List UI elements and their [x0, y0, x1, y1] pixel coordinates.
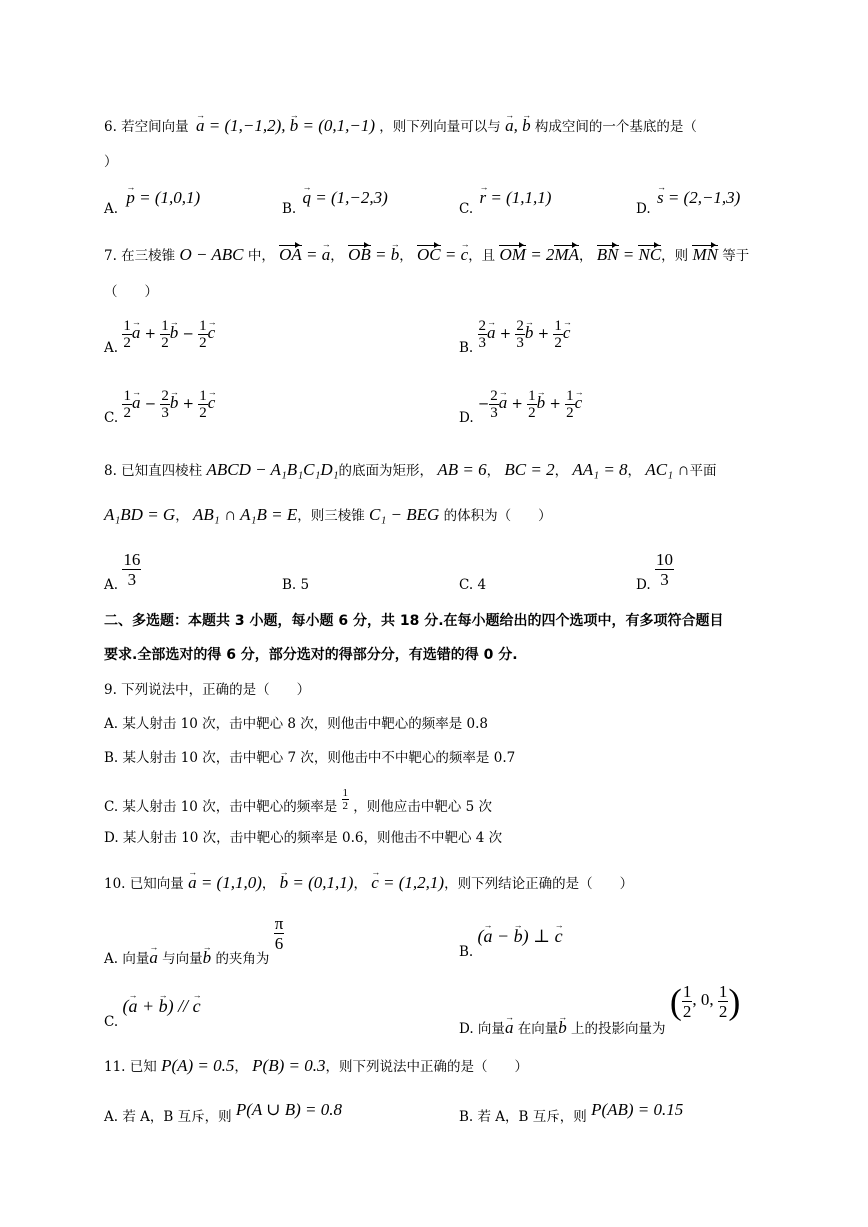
- q6-vectors: → a = (1,−1,2), → b = (0,1,−1): [196, 116, 375, 135]
- q10-d-den1: 2: [682, 1002, 692, 1021]
- q11-pb: P(B) = 0.3: [252, 1056, 326, 1075]
- q8-ab: AB = 6: [437, 460, 487, 479]
- q6-close-paren: ）: [104, 154, 118, 170]
- q8-stem-text-4: ，则三棱锥: [297, 508, 365, 524]
- q10-d-text-3: 上的投影向量为: [571, 1021, 666, 1037]
- q11-stem-text: 11. 已知: [104, 1059, 157, 1075]
- q8-ac1: AC₁ ∩: [645, 460, 690, 479]
- q10-option-b: B. (→ a − → b) ⊥ → c: [459, 926, 563, 948]
- q10-stem-text: 10. 已知向量: [104, 876, 184, 892]
- q10-vb: → b = (0,1,1): [280, 873, 354, 892]
- q7-stem-text-3: ，且: [468, 248, 496, 264]
- q11-option-b: [459, 1100, 684, 1125]
- q11-a-expr: P(A ∪ B) = 0.8: [235, 1100, 343, 1119]
- q6-option-d: D. → s = (2,−1,3): [636, 188, 740, 209]
- q7-stem-text-2: 中，: [247, 248, 275, 264]
- q7-ob: OB = → b: [348, 245, 399, 264]
- q11-b-expr: P(AB) = 0.15: [591, 1100, 684, 1119]
- q9-option-a: A. 某人射击 10 次，击中靶心 8 次，则他击中靶心的频率是 0.8: [104, 716, 489, 732]
- q8-solid: ABCD − A₁B₁C₁D₁: [206, 460, 339, 479]
- q8-option-a: A. $\frac{16}{3}$: [104, 550, 141, 593]
- q7-stem-text-5: 等于: [722, 248, 750, 264]
- q7-option-a: A. $\frac{1}{2}$ → a + $\frac{1}{2}$ → b − $\frac{1}{2}$ → c: [104, 318, 215, 351]
- q9-c-num: 1: [342, 787, 348, 799]
- q8-b-value: 5: [300, 577, 310, 593]
- q9-stem: 9. 下列说法中，正确的是（ ）: [104, 682, 311, 698]
- q6-option-c: C. → r = (1,1,1): [459, 188, 551, 209]
- q8-stem-text-2: 的底面为矩形，: [338, 463, 434, 479]
- q7-option-b: B. $\frac{2}{3}$ → a + $\frac{2}{3}$ → b + $\frac{1}{2}$ → c: [459, 318, 570, 351]
- q8-stem-text-3: 平面: [689, 463, 717, 479]
- q7-stem-text-4: ，则: [661, 248, 689, 264]
- q10-vc: → c = (1,2,1): [371, 873, 444, 892]
- q7-option-c: C. $\frac{1}{2}$ → a − $\frac{2}{3}$ → b + $\frac{1}{2}$ → c: [104, 388, 215, 421]
- q10-a-num: π: [274, 914, 284, 933]
- q6-option-a: A. → p = (1,0,1): [104, 188, 200, 209]
- q10-d-den2: 2: [718, 1002, 728, 1021]
- q11-pa: P(A) = 0.5: [161, 1056, 235, 1075]
- q11-b-text: B. 若 A，B 互斥，则: [459, 1109, 587, 1125]
- q8-aa1: AA₁ = 8: [572, 460, 628, 479]
- q8-d-num: 10: [655, 550, 673, 569]
- q8-g: A₁BD = G: [104, 505, 176, 524]
- q8-stem-text: 8. 已知直四棱柱: [104, 463, 203, 479]
- q11-option-a: [104, 1100, 343, 1125]
- q8-d-den: 3: [660, 570, 669, 589]
- q7-oc: OC = → c: [417, 245, 468, 264]
- q10-option-c: C. (→ a + → b) // → c: [104, 996, 201, 1018]
- q10-d-num2: 1: [718, 982, 728, 1001]
- section2-line1: 二、多选题：本题共 3 小题，每小题 6 分，共 18 分.在每小题给出的四个选项中，有多项符合题目: [104, 613, 724, 629]
- q10-a-den: 6: [274, 934, 284, 953]
- q7-solid: O − ABC: [179, 245, 244, 264]
- q7-om: OM = 2MA: [499, 245, 579, 264]
- q10-option-d: D. 向量→ a 在向量→ b 上的投影向量为 ( $\frac{1}{2}$ , 0, $\frac{1}{2}$ ): [459, 982, 740, 1021]
- q8-option-c: C. 4: [459, 577, 487, 593]
- q8-a-num: 16: [123, 550, 141, 569]
- q7-oa: OA = → a: [279, 245, 330, 264]
- q6-stem: [104, 116, 697, 137]
- q6-stem-text-3: 构成空间的一个基底的是（: [534, 119, 697, 135]
- q10-d-text-2: 在向量: [517, 1021, 559, 1037]
- q8-stem-text-5: 的体积为（ ）: [443, 508, 552, 524]
- q8-e: AB₁ ∩ A₁B = E: [193, 505, 298, 524]
- q8-pyramid: C₁ − BEG: [369, 505, 440, 524]
- q8-c-value: 4: [477, 577, 487, 593]
- q8-a-den: 3: [127, 570, 137, 589]
- q9-option-b: B. 某人射击 10 次，击中靶心 7 次，则他击中不中靶心的频率是 0.7: [104, 750, 516, 766]
- q11-a-text: A. 若 A，B 互斥，则: [104, 1109, 232, 1125]
- section2-line2: 要求.全部选对的得 6 分，部分选对的得部分分，有选错的得 0 分.: [104, 647, 518, 663]
- q10-stem: 10. 已知向量 → a = (1,1,0)， → b = (0,1,1)， → c = (1,2,1)，则下列结论正确的是（ ）: [104, 873, 633, 894]
- q11-stem-text-2: ，则下列说法中正确的是（ ）: [325, 1059, 528, 1075]
- q10-d-zero: 0: [700, 990, 710, 1009]
- q7-bn: BN = NC: [596, 245, 662, 264]
- q7-stem: 7. 在三棱锥 O − ABC 中， OA = → a， OB = → b， OC = → c，且 OM = 2MA， BN = NC，则 MN 等于: [104, 245, 749, 266]
- q10-a-text-3: 的夹角为: [215, 951, 270, 967]
- q10-a-text-2: 与向量: [162, 951, 203, 967]
- q8-option-d: D. $\frac{10}{3}$: [636, 550, 673, 593]
- q11-stem: 11. 已知 P(A) = 0.5， P(B) = 0.3，则下列说法中正确的是（ ）: [104, 1056, 528, 1075]
- q10-va: → a = (1,1,0): [188, 873, 262, 892]
- q9-c-text: C. 某人射击 10 次，击中靶心的频率是: [104, 799, 338, 815]
- q10-d-num1: 1: [682, 982, 692, 1001]
- q9-option-c: [104, 787, 492, 820]
- q8-bc: BC = 2: [504, 460, 555, 479]
- q6-stem-text-2: ，则下列向量可以与: [379, 119, 501, 135]
- q7-paren: （ ）: [104, 284, 158, 300]
- q9-c-den: 2: [342, 800, 348, 812]
- q10-stem-text-2: ，则下列结论正确的是（ ）: [444, 876, 634, 892]
- q10-option-a: A. 向量→ a 与向量→ b 的夹角为 $\frac{\pi}{6}$: [104, 914, 284, 953]
- q10-d-text: D. 向量: [459, 1021, 505, 1037]
- q7-option-d: D. − $\frac{2}{3}$ → a + $\frac{1}{2}$ → b + $\frac{1}{2}$ → c: [459, 388, 582, 421]
- q8-stem-2: A₁BD = G， AB₁ ∩ A₁B = E，则三棱锥 C₁ − BEG 的体积为（ ）: [104, 505, 552, 524]
- q8-option-b: B. 5: [282, 577, 310, 593]
- q6-ab: → a, → b: [505, 116, 531, 135]
- q6-option-b: B. → q = (1,−2,3): [282, 188, 388, 209]
- q9-c-text-2: ，则他应击中靶心 5 次: [353, 799, 492, 815]
- q7-mn: MN: [692, 245, 718, 264]
- q10-a-text: A. 向量: [104, 951, 150, 967]
- q9-option-d: D. 某人射击 10 次，击中靶心的频率是 0.6，则他击不中靶心 4 次: [104, 830, 503, 846]
- q8-stem-1: 8. 已知直四棱柱 ABCD − A₁B₁C₁D₁的底面为矩形， AB = 6， BC = 2， AA₁ = 8， AC₁ ∩平面: [104, 460, 717, 479]
- q6-stem-text: 6. 若空间向量: [104, 119, 189, 135]
- q7-stem-text: 7. 在三棱锥: [104, 248, 176, 264]
